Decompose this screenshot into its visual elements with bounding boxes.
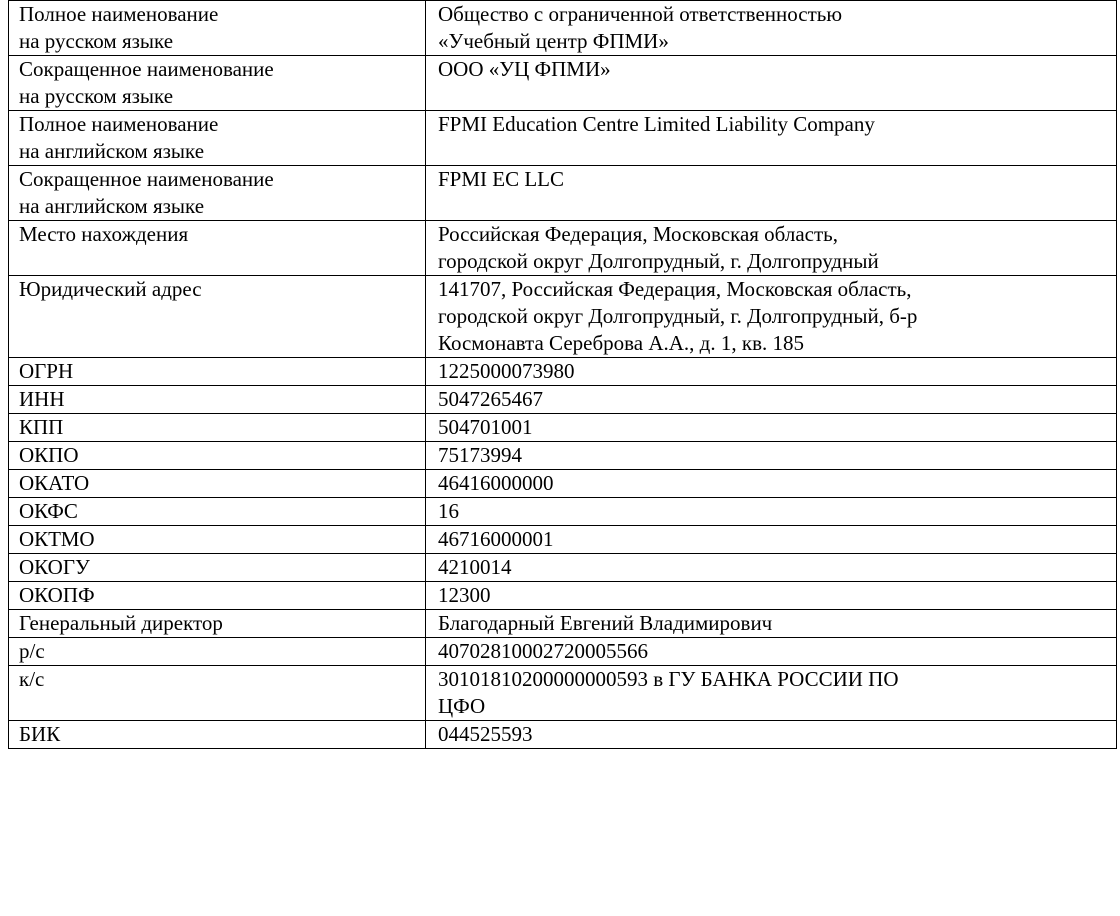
row-label: ОГРН: [9, 358, 426, 386]
row-label: Сокращенное наименование на русском языке: [9, 56, 426, 111]
row-value: 30101810200000000593 в ГУ БАНКА РОССИИ ПО ЦФО: [426, 666, 1117, 721]
row-label: к/с: [9, 666, 426, 721]
row-label: р/с: [9, 638, 426, 666]
row-label: ОКФС: [9, 498, 426, 526]
row-value: 4210014: [426, 554, 1117, 582]
table-row-inn: [9, 386, 1117, 414]
table-row-correspondent-account: [9, 666, 1117, 721]
table-row-full-name-en: [9, 111, 1117, 166]
row-label: Полное наименование на русском языке: [9, 1, 426, 56]
row-label: ОКОГУ: [9, 554, 426, 582]
row-label: ОКПО: [9, 442, 426, 470]
table-row-settlement-account: [9, 638, 1117, 666]
row-value: ООО «УЦ ФПМИ»: [426, 56, 1117, 111]
row-value: 12300: [426, 582, 1117, 610]
row-label: ОКТМО: [9, 526, 426, 554]
table-row-full-name-ru: [9, 1, 1117, 56]
table-row-okopf: [9, 582, 1117, 610]
row-value: Российская Федерация, Московская область, городской округ Долгопрудный, г. Долгопрудный: [426, 221, 1117, 276]
row-label: Генеральный директор: [9, 610, 426, 638]
row-value: 5047265467: [426, 386, 1117, 414]
row-value: 75173994: [426, 442, 1117, 470]
row-value: Общество с ограниченной ответственностью «Учебный центр ФПМИ»: [426, 1, 1117, 56]
row-value: 40702810002720005566: [426, 638, 1117, 666]
table-row-okfs: [9, 498, 1117, 526]
row-value: 1225000073980: [426, 358, 1117, 386]
row-value: 504701001: [426, 414, 1117, 442]
row-value: 46416000000: [426, 470, 1117, 498]
row-label: БИК: [9, 721, 426, 749]
row-label: Полное наименование на английском языке: [9, 111, 426, 166]
row-label: КПП: [9, 414, 426, 442]
table-row-ogrn: [9, 358, 1117, 386]
company-requisites-document: [8, 0, 1116, 749]
row-value: FPMI Education Centre Limited Liability Company: [426, 111, 1117, 166]
row-value: 044525593: [426, 721, 1117, 749]
table-row-location: [9, 221, 1117, 276]
row-label: ИНН: [9, 386, 426, 414]
table-row-bik: [9, 721, 1117, 749]
row-label: ОКОПФ: [9, 582, 426, 610]
row-value: 16: [426, 498, 1117, 526]
table-row-short-name-ru: [9, 56, 1117, 111]
table-row-short-name-en: [9, 166, 1117, 221]
table-row-okato: [9, 470, 1117, 498]
row-value: Благодарный Евгений Владимирович: [426, 610, 1117, 638]
row-label: Сокращенное наименование на английском языке: [9, 166, 426, 221]
table-row-oktmo: [9, 526, 1117, 554]
table-row-okogu: [9, 554, 1117, 582]
row-value: FPMI EC LLC: [426, 166, 1117, 221]
requisites-table: [8, 0, 1117, 749]
row-value: 46716000001: [426, 526, 1117, 554]
row-label: ОКАТО: [9, 470, 426, 498]
table-row-general-director: [9, 610, 1117, 638]
table-row-kpp: [9, 414, 1117, 442]
table-row-okpo: [9, 442, 1117, 470]
row-label: Место нахождения: [9, 221, 426, 276]
row-label: Юридический адрес: [9, 276, 426, 358]
table-row-legal-address: [9, 276, 1117, 358]
row-value: 141707, Российская Федерация, Московская область, городской округ Долгопрудный, г. Долгопрудный, б-р Космонавта Сереброва А.А., д. 1, кв. 185: [426, 276, 1117, 358]
